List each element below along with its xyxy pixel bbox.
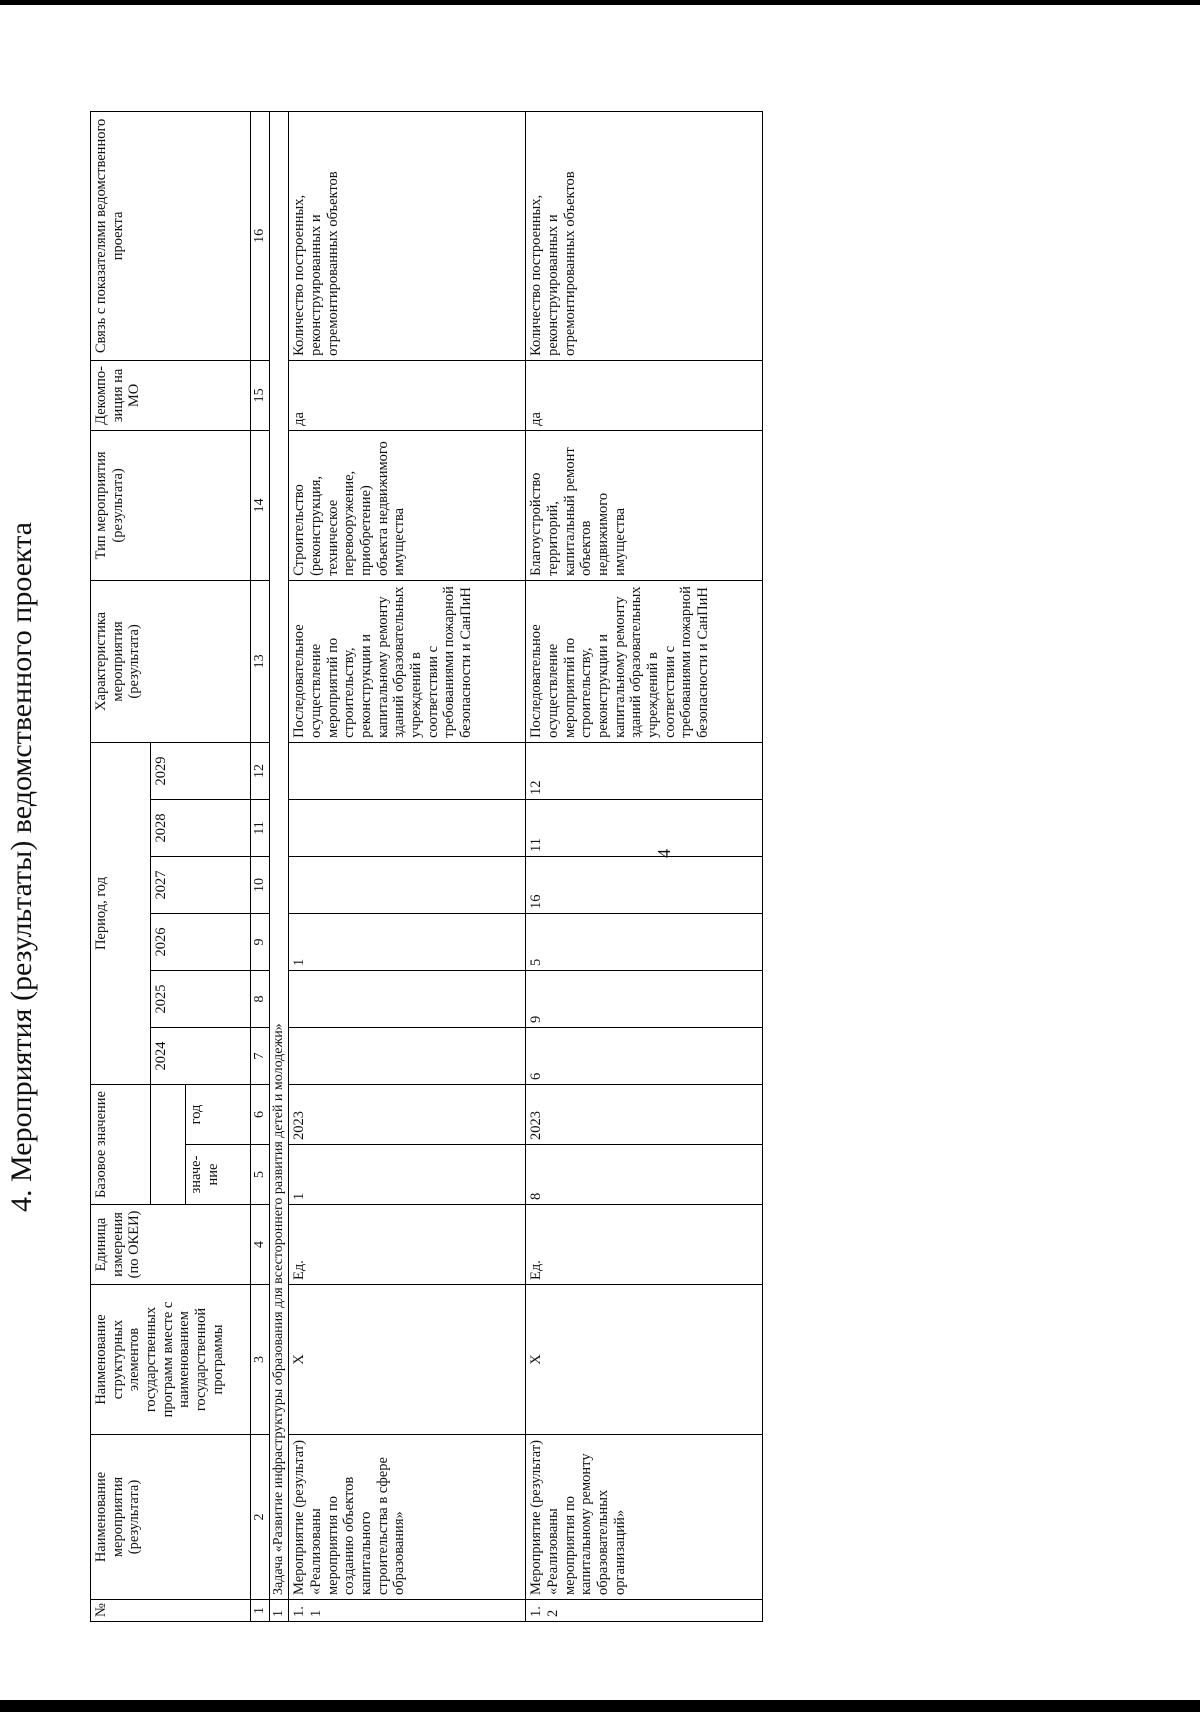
- measures-table: [90, 111, 763, 1622]
- column-number: 16: [251, 111, 270, 360]
- event-name: Мероприятие (результат) «Реализованы мероприятия по созданию объектов капитального строительства в сфере образования»: [289, 1435, 526, 1600]
- header-type: Тип мероприятия (результата): [91, 430, 251, 580]
- value-2028: [289, 799, 526, 856]
- table-row: [526, 111, 763, 1621]
- decomposition: да: [289, 360, 526, 430]
- header-base-value-sub: значе-ние: [186, 1145, 251, 1205]
- header-decomposition: Декомпо-зиция на МО: [91, 360, 251, 430]
- column-number: 15: [251, 360, 270, 430]
- event-name: Мероприятие (результат) «Реализованы мероприятия по капитальному ремонту образовательных организаций»: [526, 1435, 763, 1600]
- event-type: Строительство (реконструкция, техническое перевооружение, приобретение) объекта недвижимого имущества: [289, 430, 526, 580]
- column-number: 14: [251, 430, 270, 580]
- value-2028: 11: [526, 799, 763, 856]
- base-year: 2023: [526, 1084, 763, 1144]
- column-number: 5: [251, 1145, 270, 1205]
- value-2027: 16: [526, 856, 763, 913]
- header-structural-elements: Наименование структурных элементов государственных программ вместе с наименованием государственной программы: [91, 1285, 251, 1435]
- column-number: 10: [251, 856, 270, 913]
- header-year-2026: 2026: [151, 913, 251, 970]
- column-number: 7: [251, 1027, 270, 1084]
- header-event-name: Наименование мероприятия (результата): [91, 1435, 251, 1600]
- column-number: 13: [251, 580, 270, 742]
- column-number: 2: [251, 1435, 270, 1600]
- header-year-2027: 2027: [151, 856, 251, 913]
- header-year-2029: 2029: [151, 742, 251, 799]
- value-2024: [289, 1027, 526, 1084]
- value-2026: 1: [289, 913, 526, 970]
- value-2025: [289, 970, 526, 1027]
- structural-element: X: [526, 1285, 763, 1435]
- column-number: 11: [251, 799, 270, 856]
- column-number: 9: [251, 913, 270, 970]
- structural-element: X: [289, 1285, 526, 1435]
- rotated-page-content: [5, 112, 870, 1622]
- scan-top-edge: [0, 0, 1200, 5]
- header-base-value: Базовое значение: [91, 1084, 151, 1204]
- value-2026: 5: [526, 913, 763, 970]
- header-characteristic: Характеристика мероприятия (результата): [91, 580, 251, 742]
- column-number: 3: [251, 1285, 270, 1435]
- scan-bottom-edge: [0, 1700, 1200, 1712]
- decomposition: да: [526, 360, 763, 430]
- base-value: 1: [289, 1145, 526, 1205]
- column-number: 6: [251, 1084, 270, 1144]
- value-2029: 12: [526, 742, 763, 799]
- value-2024: 6: [526, 1027, 763, 1084]
- header-year-2025: 2025: [151, 970, 251, 1027]
- unit: Ед.: [289, 1205, 526, 1285]
- document-title: 4. Мероприятия (результаты) ведомственного проекта: [5, 522, 38, 1213]
- base-year: 2023: [289, 1084, 526, 1144]
- page-number: 4: [654, 849, 674, 858]
- indicator-link: Количество построенных, реконструированных и отремонтированных объектов: [526, 111, 763, 360]
- indicator-link: Количество построенных, реконструированных и отремонтированных объектов: [289, 111, 526, 360]
- column-number: 1: [251, 1600, 270, 1622]
- base-value: 8: [526, 1145, 763, 1205]
- unit: Ед.: [526, 1205, 763, 1285]
- task-text: Задача «Развитие инфраструктуры образования для всестороннего развития детей и молодежи»: [270, 111, 289, 1599]
- column-number: 12: [251, 742, 270, 799]
- header-period: Период, год: [91, 742, 151, 1084]
- column-number: 4: [251, 1205, 270, 1285]
- header-link: Связь с показателями ведомственного проекта: [91, 111, 251, 360]
- characteristic: Последовательное осуществление мероприятий по строительству, реконструкции и капитальному ремонту зданий образовательных учреждений в соответствии с требованиями пожарной безопасности и СанПиН: [526, 580, 763, 742]
- column-number: 8: [251, 970, 270, 1027]
- task-number: 1: [270, 1600, 289, 1622]
- row-number: 1.2: [526, 1600, 763, 1622]
- header-year-2024: 2024: [151, 1027, 251, 1084]
- value-2029: [289, 742, 526, 799]
- column-numbers-row: [251, 111, 270, 1621]
- header-unit: Единица измерения (по ОКЕИ): [91, 1205, 251, 1285]
- header-base-year-sub: год: [186, 1084, 251, 1144]
- event-type: Благоустройство территорий, капитальный ремонт объектов недвижимого имущества: [526, 430, 763, 580]
- value-2027: [289, 856, 526, 913]
- header-no: №: [91, 1600, 251, 1622]
- task-row: [270, 111, 289, 1621]
- value-2025: 9: [526, 970, 763, 1027]
- table-row: [289, 111, 526, 1621]
- characteristic: Последовательное осуществление мероприятий по строительству, реконструкции и капитальному ремонту зданий образовательных учреждений в соответствии с требованиями пожарной безопасности и СанПиН: [289, 580, 526, 742]
- row-number: 1.1: [289, 1600, 526, 1622]
- header-year-2028: 2028: [151, 799, 251, 856]
- header-base-spacer: [151, 1084, 186, 1204]
